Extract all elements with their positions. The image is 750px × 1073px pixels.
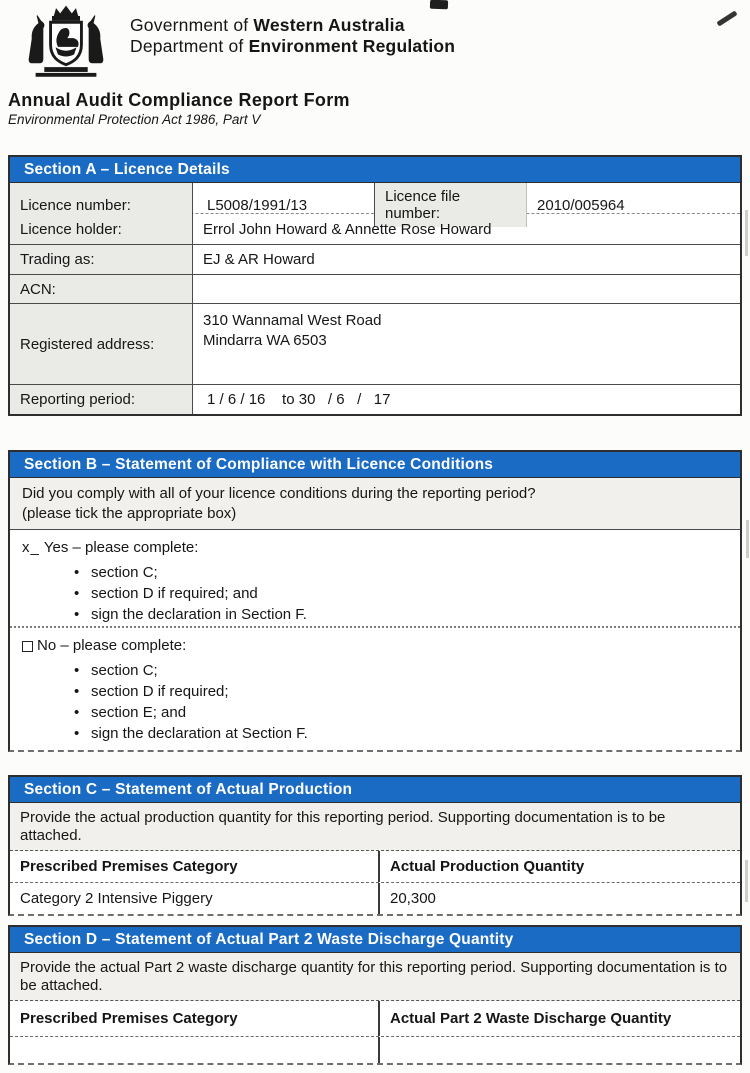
yes-bullet-2: • section D if required; and bbox=[74, 583, 728, 604]
no-option-label: No – please complete: bbox=[37, 637, 187, 654]
yes-bullet-list bbox=[22, 562, 728, 625]
no-bullet-3: • section E; and bbox=[74, 702, 728, 723]
section-a-header: Section A – Licence Details bbox=[10, 157, 740, 183]
licence-file-number-value: 2010/005964 bbox=[537, 196, 625, 214]
section-c-table-header-row bbox=[10, 851, 740, 883]
checkbox-unchecked-icon bbox=[22, 641, 33, 652]
licence-holder-value: Errol John Howard & Annette Rose Howard bbox=[203, 220, 492, 238]
licence-holder-label: Licence holder: bbox=[10, 214, 193, 244]
department-line: Department of Environment Regulation bbox=[130, 36, 456, 56]
section-c-col1-header: Prescribed Premises Category bbox=[10, 851, 380, 882]
shield-swan-icon bbox=[51, 22, 82, 64]
scan-streak bbox=[746, 520, 749, 558]
section-c-data-row bbox=[10, 883, 740, 914]
yes-option-head bbox=[22, 538, 728, 558]
scan-artifact-right bbox=[716, 10, 737, 26]
acn-label: ACN: bbox=[10, 275, 193, 303]
production-quantity-value: 20,300 bbox=[390, 890, 436, 907]
reporting-period-label: Reporting period: bbox=[10, 385, 193, 414]
section-d-waste-discharge bbox=[8, 925, 742, 1065]
section-c-actual-production bbox=[8, 775, 742, 916]
registered-address-row bbox=[10, 303, 740, 384]
no-bullet-4: • sign the declaration at Section F. bbox=[74, 723, 728, 744]
section-d-table-header-row bbox=[10, 1001, 740, 1037]
kangaroo-right-icon bbox=[88, 16, 103, 63]
reporting-period-value: 1 / 6 / 16 to 30 / 6 / 17 bbox=[207, 391, 391, 408]
scan-streak bbox=[745, 210, 748, 256]
registered-address-label: Registered address: bbox=[10, 304, 193, 384]
crown-icon bbox=[52, 7, 79, 21]
section-c-col2-header: Actual Production Quantity bbox=[390, 858, 585, 875]
no-option-head bbox=[22, 636, 728, 656]
yes-bullet-1: • section C; bbox=[74, 562, 728, 583]
section-b-header: Section B – Statement of Compliance with Licence Conditions bbox=[10, 452, 740, 478]
trading-as-value: EJ & AR Howard bbox=[203, 251, 315, 268]
yes-bullet-3: • sign the declaration in Section F. bbox=[74, 604, 728, 625]
crest-base-icon bbox=[36, 68, 96, 77]
section-d-data-row bbox=[10, 1037, 740, 1063]
question-line-1: Did you comply with all of your licence conditions during the reporting period? bbox=[22, 485, 536, 502]
no-option-block bbox=[10, 626, 740, 750]
question-line-2: (please tick the appropriate box) bbox=[22, 505, 237, 522]
acn-value bbox=[193, 275, 740, 303]
section-c-header: Section C – Statement of Actual Production bbox=[10, 777, 740, 803]
waste-quantity-value bbox=[380, 1037, 740, 1063]
section-d-header: Section D – Statement of Actual Part 2 Waste Discharge Quantity bbox=[10, 927, 740, 953]
licence-number-value: L5008/1991/13 bbox=[193, 183, 375, 227]
wa-coat-of-arms-logo bbox=[16, 2, 116, 84]
section-c-intro: Provide the actual production quantity for this reporting period. Supporting documentation is to be attached. bbox=[10, 803, 740, 851]
address-line-1: 310 Wannamal West Road bbox=[203, 312, 382, 329]
section-a-licence-details bbox=[8, 155, 742, 416]
trading-as-label: Trading as: bbox=[10, 245, 193, 274]
registered-address-value bbox=[193, 304, 740, 384]
section-b-compliance-statement bbox=[8, 450, 742, 752]
no-bullet-1: • section C; bbox=[74, 660, 728, 681]
trading-as-row bbox=[10, 244, 740, 274]
address-line-2: Mindarra WA 6503 bbox=[203, 332, 327, 349]
yes-option-label: Yes – please complete: bbox=[43, 539, 199, 556]
licence-number-label: Licence number: bbox=[10, 183, 193, 227]
yes-option-block bbox=[10, 530, 740, 626]
scan-artifact-top bbox=[430, 0, 448, 9]
section-d-col1-header: Prescribed Premises Category bbox=[10, 1001, 380, 1036]
premises-category-value: Category 2 Intensive Piggery bbox=[10, 883, 380, 914]
scan-streak bbox=[745, 860, 748, 902]
department-name bbox=[130, 15, 455, 57]
form-subtitle: Environmental Protection Act 1986, Part V bbox=[8, 112, 261, 127]
waste-category-value bbox=[10, 1037, 380, 1063]
section-d-intro: Provide the actual Part 2 waste discharge quantity for this reporting period. Supporting documentation is to be attached. bbox=[10, 953, 740, 1001]
form-title: Annual Audit Compliance Report Form bbox=[8, 90, 350, 110]
no-bullet-2: • section D if required; bbox=[74, 681, 728, 702]
acn-row bbox=[10, 274, 740, 303]
section-d-col2-header: Actual Part 2 Waste Discharge Quantity bbox=[390, 1010, 672, 1027]
no-bullet-list bbox=[22, 660, 728, 744]
licence-file-number-label: Licence file number: bbox=[375, 183, 527, 227]
government-line: Government of Western Australia bbox=[130, 15, 405, 35]
compliance-question bbox=[10, 478, 740, 530]
yes-checkbox-mark: x_ bbox=[22, 539, 40, 556]
reporting-period-row bbox=[10, 384, 740, 414]
licence-holder-row bbox=[10, 213, 740, 244]
licence-number-row bbox=[10, 183, 740, 222]
kangaroo-left-icon bbox=[29, 16, 44, 63]
